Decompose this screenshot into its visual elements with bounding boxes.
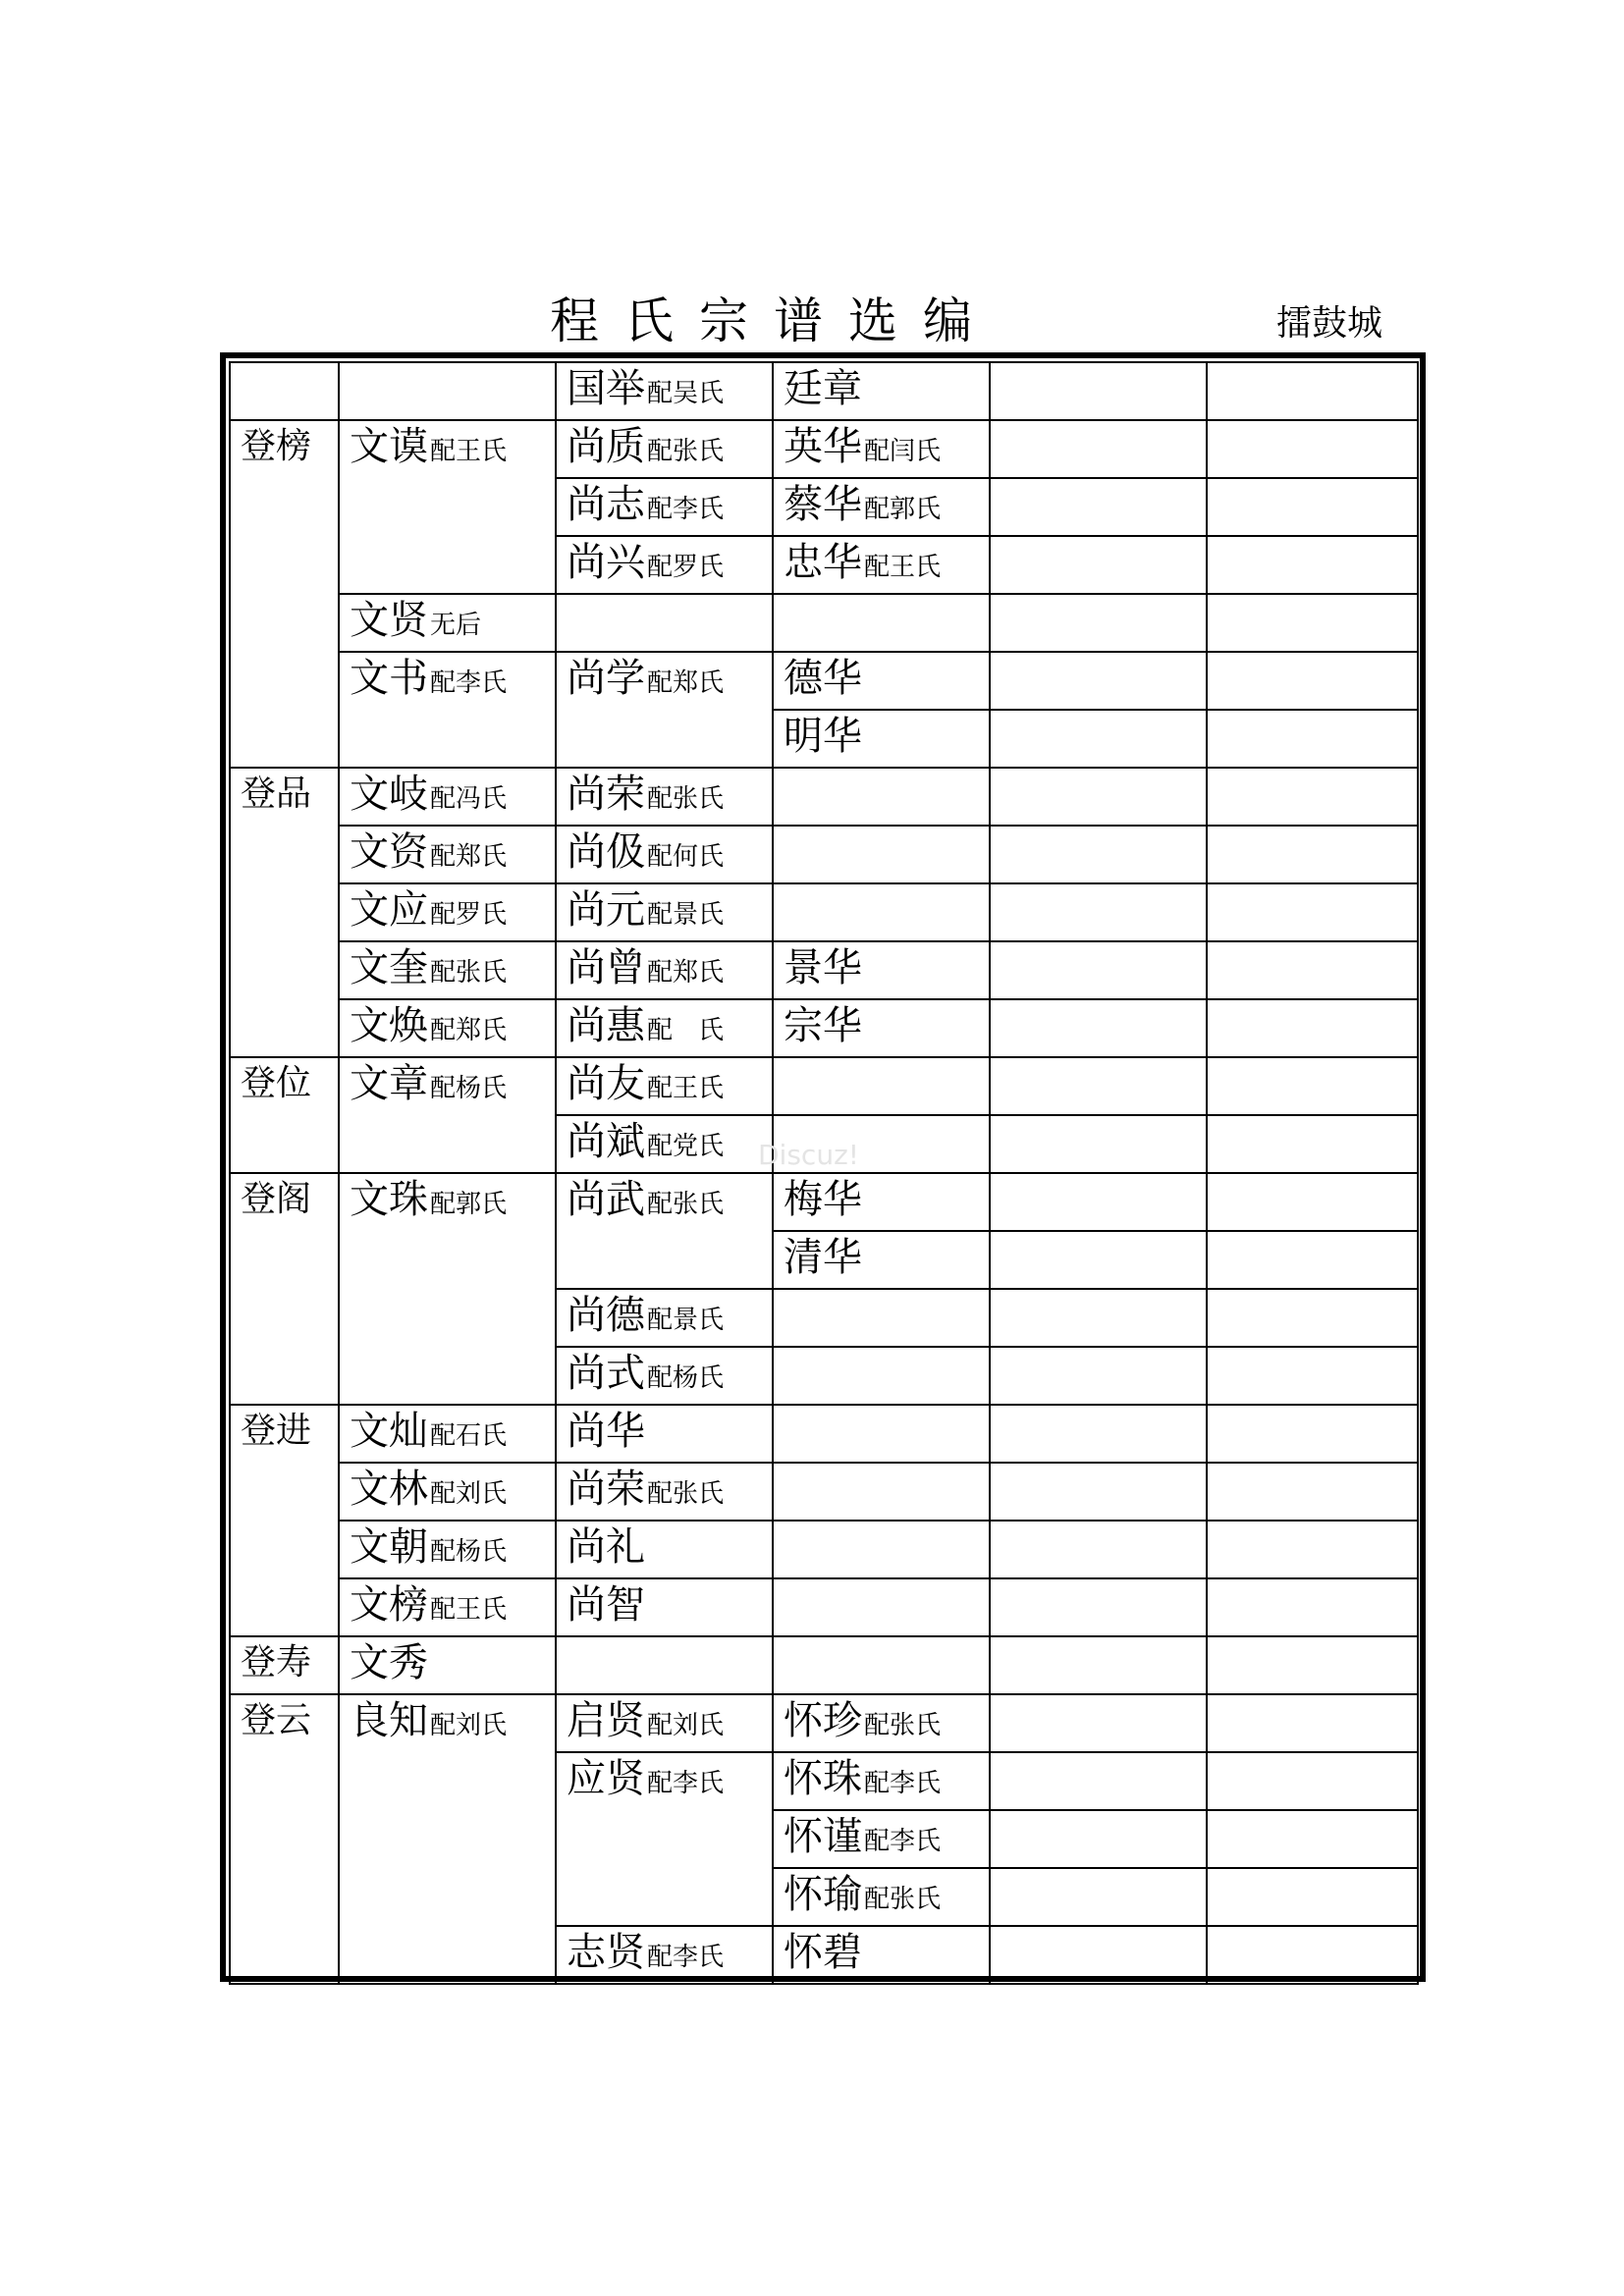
empty-cell	[990, 999, 1207, 1057]
person-cell	[339, 1463, 556, 1521]
person-name: 尚质	[567, 424, 645, 469]
spouse-note: 配 氏	[647, 1016, 725, 1045]
table-row	[230, 652, 1418, 710]
person-name: 启贤	[567, 1698, 645, 1743]
person-name: 文秀	[350, 1640, 428, 1685]
table-row	[230, 1636, 1418, 1694]
generation-label: 登阁	[230, 1173, 339, 1405]
spouse-note: 配郑氏	[647, 668, 725, 698]
empty-cell	[1207, 536, 1418, 594]
person-cell	[339, 420, 556, 594]
empty-cell	[1207, 594, 1418, 652]
empty-cell	[1207, 1057, 1418, 1115]
person-cell	[773, 1810, 990, 1868]
person-name: 国举	[567, 366, 645, 411]
table-row	[230, 1173, 1418, 1231]
generation-label: 登位	[230, 1057, 339, 1173]
person-name: 文朝	[350, 1524, 428, 1570]
person-cell	[339, 1694, 556, 1984]
person-cell	[556, 536, 773, 594]
empty-cell	[773, 1578, 990, 1636]
person-name: 尚惠	[567, 1003, 645, 1048]
empty-cell	[990, 883, 1207, 941]
table-row	[230, 826, 1418, 883]
person-name: 文应	[350, 887, 428, 933]
empty-cell	[1207, 1752, 1418, 1810]
person-name: 怀珍	[784, 1698, 862, 1743]
empty-cell	[773, 594, 990, 652]
spouse-note: 配李氏	[647, 495, 725, 524]
person-cell	[556, 1115, 773, 1173]
empty-cell	[556, 1636, 773, 1694]
person-name: 尚武	[567, 1177, 645, 1222]
empty-cell	[990, 1752, 1207, 1810]
person-name: 忠华	[784, 540, 862, 585]
person-name: 文书	[350, 656, 428, 701]
empty-cell	[773, 1405, 990, 1463]
person-name: 文珠	[350, 1177, 428, 1222]
empty-cell	[990, 1868, 1207, 1926]
empty-cell	[990, 536, 1207, 594]
spouse-note: 配张氏	[647, 437, 725, 466]
spouse-note: 配何氏	[647, 842, 725, 872]
generation-label: 登寿	[230, 1636, 339, 1694]
person-cell	[556, 1057, 773, 1115]
person-name: 尚兴	[567, 540, 645, 585]
empty-cell	[1207, 710, 1418, 768]
person-cell	[773, 362, 990, 420]
person-name: 文章	[350, 1061, 428, 1106]
empty-cell	[1207, 1868, 1418, 1926]
person-name: 怀瑜	[784, 1872, 862, 1917]
spouse-note: 配郭氏	[430, 1190, 508, 1219]
person-cell	[773, 420, 990, 478]
empty-cell	[990, 362, 1207, 420]
table-row	[230, 883, 1418, 941]
empty-cell	[990, 1521, 1207, 1578]
person-name: 尚德	[567, 1293, 645, 1338]
empty-cell	[1207, 883, 1418, 941]
spouse-note: 配杨氏	[647, 1363, 725, 1393]
empty-cell	[990, 1578, 1207, 1636]
spouse-note: 配王氏	[430, 1595, 508, 1625]
spouse-note: 配李氏	[864, 1827, 942, 1856]
empty-cell	[990, 710, 1207, 768]
person-cell	[773, 999, 990, 1057]
empty-cell	[1207, 1289, 1418, 1347]
person-name: 廷章	[784, 366, 862, 411]
person-name: 良知	[350, 1698, 428, 1743]
person-cell	[556, 420, 773, 478]
spouse-note: 配张氏	[647, 1190, 725, 1219]
person-name: 尚荣	[567, 772, 645, 817]
empty-cell	[990, 1115, 1207, 1173]
spouse-note: 配罗氏	[430, 900, 508, 930]
person-cell	[556, 1405, 773, 1463]
empty-cell	[990, 594, 1207, 652]
person-cell	[339, 1173, 556, 1405]
table-row	[230, 1521, 1418, 1578]
person-cell	[556, 362, 773, 420]
empty-cell	[773, 1521, 990, 1578]
genealogy-table	[229, 361, 1419, 1985]
spouse-note: 配李氏	[647, 1943, 725, 1972]
empty-cell	[990, 420, 1207, 478]
person-cell	[339, 826, 556, 883]
empty-cell	[1207, 1231, 1418, 1289]
person-name: 尚伋	[567, 829, 645, 875]
person-name: 尚斌	[567, 1119, 645, 1164]
spouse-note: 配刘氏	[430, 1479, 508, 1509]
spouse-note: 配刘氏	[647, 1711, 725, 1740]
person-cell	[339, 1521, 556, 1578]
person-name: 志贤	[567, 1930, 645, 1975]
table-row	[230, 999, 1418, 1057]
person-name: 文岐	[350, 772, 428, 817]
empty-cell	[990, 941, 1207, 999]
table-row	[230, 1578, 1418, 1636]
spouse-note: 配景氏	[647, 1306, 725, 1335]
empty-cell	[990, 1405, 1207, 1463]
table-row	[230, 768, 1418, 826]
spouse-note: 配闫氏	[864, 437, 942, 466]
person-name: 尚华	[567, 1409, 645, 1454]
person-name: 英华	[784, 424, 862, 469]
person-name: 清华	[784, 1235, 862, 1280]
person-cell	[773, 652, 990, 710]
page-title: 程氏宗谱选编	[550, 293, 998, 349]
person-name: 景华	[784, 945, 862, 990]
person-cell	[339, 999, 556, 1057]
generation-label: 登品	[230, 768, 339, 1057]
empty-cell	[773, 1636, 990, 1694]
person-name: 尚式	[567, 1351, 645, 1396]
person-cell	[556, 999, 773, 1057]
empty-cell	[1207, 1347, 1418, 1405]
person-cell	[773, 478, 990, 536]
person-name: 文资	[350, 829, 428, 875]
spouse-note: 配吴氏	[647, 379, 725, 408]
person-name: 文贤	[350, 598, 428, 643]
empty-cell	[773, 1463, 990, 1521]
spouse-note: 配刘氏	[430, 1711, 508, 1740]
spouse-note: 配张氏	[647, 784, 725, 814]
spouse-note: 配郭氏	[864, 495, 942, 524]
table-row	[230, 420, 1418, 478]
spouse-note: 配王氏	[430, 437, 508, 466]
empty-cell	[990, 1347, 1207, 1405]
empty-cell	[1207, 768, 1418, 826]
person-cell	[773, 1926, 990, 1984]
person-cell	[773, 710, 990, 768]
region-label: 擂鼓城	[1276, 303, 1383, 344]
person-cell	[556, 768, 773, 826]
person-name: 尚智	[567, 1582, 645, 1628]
person-name: 宗华	[784, 1003, 862, 1048]
empty-cell	[1207, 999, 1418, 1057]
person-name: 尚友	[567, 1061, 645, 1106]
spouse-note: 配罗氏	[647, 553, 725, 582]
person-name: 尚学	[567, 656, 645, 701]
empty-cell	[990, 1463, 1207, 1521]
person-cell	[556, 478, 773, 536]
empty-cell	[773, 883, 990, 941]
person-name: 尚志	[567, 482, 645, 527]
empty-cell	[1207, 1578, 1418, 1636]
person-name: 蔡华	[784, 482, 862, 527]
person-name: 怀碧	[784, 1930, 862, 1975]
person-name: 文奎	[350, 945, 428, 990]
spouse-note: 配王氏	[647, 1074, 725, 1103]
spouse-note: 配张氏	[647, 1479, 725, 1509]
empty-cell	[773, 1057, 990, 1115]
person-cell	[773, 1868, 990, 1926]
person-cell	[556, 1578, 773, 1636]
empty-cell	[990, 1694, 1207, 1752]
person-name: 文榜	[350, 1582, 428, 1628]
person-cell	[339, 883, 556, 941]
person-cell	[339, 652, 556, 768]
spouse-note: 配郑氏	[430, 1016, 508, 1045]
person-name: 尚荣	[567, 1467, 645, 1512]
empty-cell	[1207, 652, 1418, 710]
table-row	[230, 1405, 1418, 1463]
person-cell	[556, 1463, 773, 1521]
person-cell	[556, 883, 773, 941]
empty-cell	[1207, 1521, 1418, 1578]
spouse-note: 配张氏	[864, 1711, 942, 1740]
spouse-note: 配党氏	[647, 1132, 725, 1161]
person-cell	[773, 1173, 990, 1231]
person-cell	[339, 1578, 556, 1636]
empty-cell	[230, 362, 339, 420]
empty-cell	[339, 362, 556, 420]
spouse-note: 配王氏	[864, 553, 942, 582]
empty-cell	[990, 1231, 1207, 1289]
spouse-note: 配李氏	[647, 1769, 725, 1798]
table-row	[230, 594, 1418, 652]
spouse-note: 配郑氏	[647, 958, 725, 988]
empty-cell	[1207, 1810, 1418, 1868]
person-name: 应贤	[567, 1756, 645, 1801]
person-cell	[339, 594, 556, 652]
person-cell	[773, 941, 990, 999]
spouse-note: 配张氏	[430, 958, 508, 988]
person-cell	[773, 1231, 990, 1289]
person-name: 尚礼	[567, 1524, 645, 1570]
table-row	[230, 362, 1418, 420]
empty-cell	[990, 1173, 1207, 1231]
spouse-note: 配郑氏	[430, 842, 508, 872]
empty-cell	[1207, 1636, 1418, 1694]
person-name: 怀珠	[784, 1756, 862, 1801]
person-name: 文谟	[350, 424, 428, 469]
person-name: 明华	[784, 714, 862, 759]
person-name: 尚曾	[567, 945, 645, 990]
person-cell	[773, 1694, 990, 1752]
table-row	[230, 1463, 1418, 1521]
person-cell	[556, 1926, 773, 1984]
person-cell	[339, 941, 556, 999]
spouse-note: 配杨氏	[430, 1537, 508, 1567]
spouse-note: 无后	[430, 611, 482, 640]
person-cell	[556, 1521, 773, 1578]
empty-cell	[990, 1810, 1207, 1868]
spouse-note: 配石氏	[430, 1421, 508, 1451]
person-cell	[556, 1289, 773, 1347]
person-cell	[339, 1405, 556, 1463]
empty-cell	[773, 768, 990, 826]
generation-label: 登云	[230, 1694, 339, 1984]
person-name: 文林	[350, 1467, 428, 1512]
empty-cell	[990, 1926, 1207, 1984]
empty-cell	[1207, 362, 1418, 420]
empty-cell	[990, 478, 1207, 536]
watermark-text: Discuz!	[758, 1139, 859, 1171]
spouse-note: 配景氏	[647, 900, 725, 930]
table-row	[230, 1694, 1418, 1752]
empty-cell	[1207, 941, 1418, 999]
spouse-note: 配李氏	[864, 1769, 942, 1798]
empty-cell	[1207, 826, 1418, 883]
person-cell	[773, 536, 990, 594]
person-cell	[556, 1694, 773, 1752]
empty-cell	[1207, 1405, 1418, 1463]
table-row	[230, 941, 1418, 999]
empty-cell	[990, 1289, 1207, 1347]
empty-cell	[1207, 1463, 1418, 1521]
person-cell	[556, 941, 773, 999]
empty-cell	[1207, 478, 1418, 536]
empty-cell	[1207, 1115, 1418, 1173]
spouse-note: 配杨氏	[430, 1074, 508, 1103]
person-name: 文灿	[350, 1409, 428, 1454]
empty-cell	[990, 1636, 1207, 1694]
empty-cell	[1207, 1926, 1418, 1984]
spouse-note: 配冯氏	[430, 784, 508, 814]
empty-cell	[990, 768, 1207, 826]
person-name: 德华	[784, 656, 862, 701]
empty-cell	[773, 1347, 990, 1405]
empty-cell	[990, 1057, 1207, 1115]
empty-cell	[773, 1289, 990, 1347]
person-name: 怀谨	[784, 1814, 862, 1859]
empty-cell	[1207, 1173, 1418, 1231]
table-row	[230, 1057, 1418, 1115]
spouse-note: 配李氏	[430, 668, 508, 698]
person-name: 尚元	[567, 887, 645, 933]
spouse-note: 配张氏	[864, 1885, 942, 1914]
person-cell	[339, 1057, 556, 1173]
empty-cell	[556, 594, 773, 652]
person-cell	[339, 768, 556, 826]
person-cell	[556, 652, 773, 768]
person-cell	[556, 1173, 773, 1289]
person-cell	[556, 826, 773, 883]
person-cell	[556, 1347, 773, 1405]
empty-cell	[773, 826, 990, 883]
empty-cell	[990, 652, 1207, 710]
empty-cell	[1207, 420, 1418, 478]
generation-label: 登进	[230, 1405, 339, 1636]
person-cell	[773, 1752, 990, 1810]
person-name: 文焕	[350, 1003, 428, 1048]
empty-cell	[1207, 1694, 1418, 1752]
person-name: 梅华	[784, 1177, 862, 1222]
generation-label: 登榜	[230, 420, 339, 768]
person-cell	[339, 1636, 556, 1694]
person-cell	[556, 1752, 773, 1926]
empty-cell	[990, 826, 1207, 883]
